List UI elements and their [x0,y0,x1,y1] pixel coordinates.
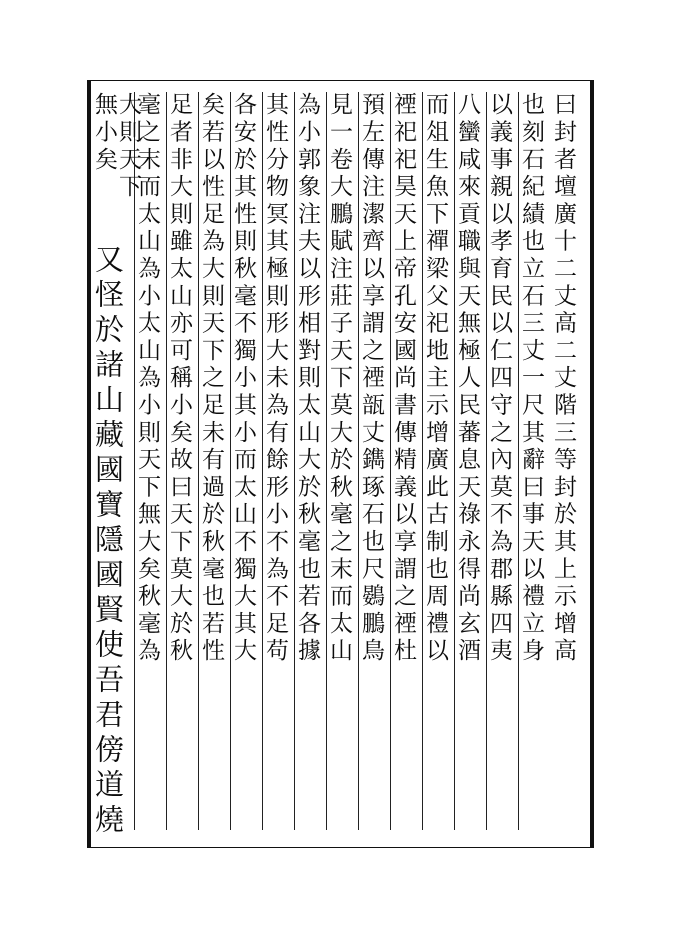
text-column-7: 預左傳注潔齊以享謂之禋瓿丈鐫琢石也尺鷃鵬鳥 [358,92,385,830]
text-column-9: 為小郭象注夫以形相對則太山大於秋毫也若各據 [294,92,321,830]
text-column-1: 曰封者壇廣十二丈高二丈階三等封於其上示增高 [550,92,576,666]
text-column-2: 也刻石紀績也立石三丈一尺其辭曰事天以禮立身 [518,92,545,830]
large-text-column: 又怪於諸山藏國寶隱國賢使吾君傍道燒 [91,244,125,839]
text-column-10: 其性分物冥其極則形大未為有餘形小不為不足苟 [262,92,289,830]
text-column-4: 八蠻咸來貢職與天無極人民蕃息天祿永得尚玄酒 [454,92,481,830]
text-column-15a: 大則天下 [115,92,141,202]
text-column-3: 以義事親以孝育民以仁四守之內莫不為郡縣四夷 [486,92,513,830]
text-column-5: 而俎生魚下禪梁父祀地主示增廣此古制也周禮以 [422,92,449,830]
text-column-11: 各安於其性則秋毫不獨小其小而太山不獨大其大 [230,92,257,830]
text-column-6: 禋祀祀昊天上帝孔安國尚書傳精義以享謂之禋杜 [390,92,417,830]
text-column-8: 見一卷大鵬賦注莊子天下莫大於秋毫之末而太山 [326,92,353,830]
text-column-12: 矣若以性足為大則天下之足未有過於秋毫也若性 [198,92,225,830]
text-column-15b: 無小矣 [91,92,117,174]
text-column-13: 足者非大則雖太山亦可稱小矣故曰天下莫大於秋 [166,92,193,830]
text-column-14: 毫之末而太山為小太山為小則天下無大矣秋毫為 [134,92,161,830]
